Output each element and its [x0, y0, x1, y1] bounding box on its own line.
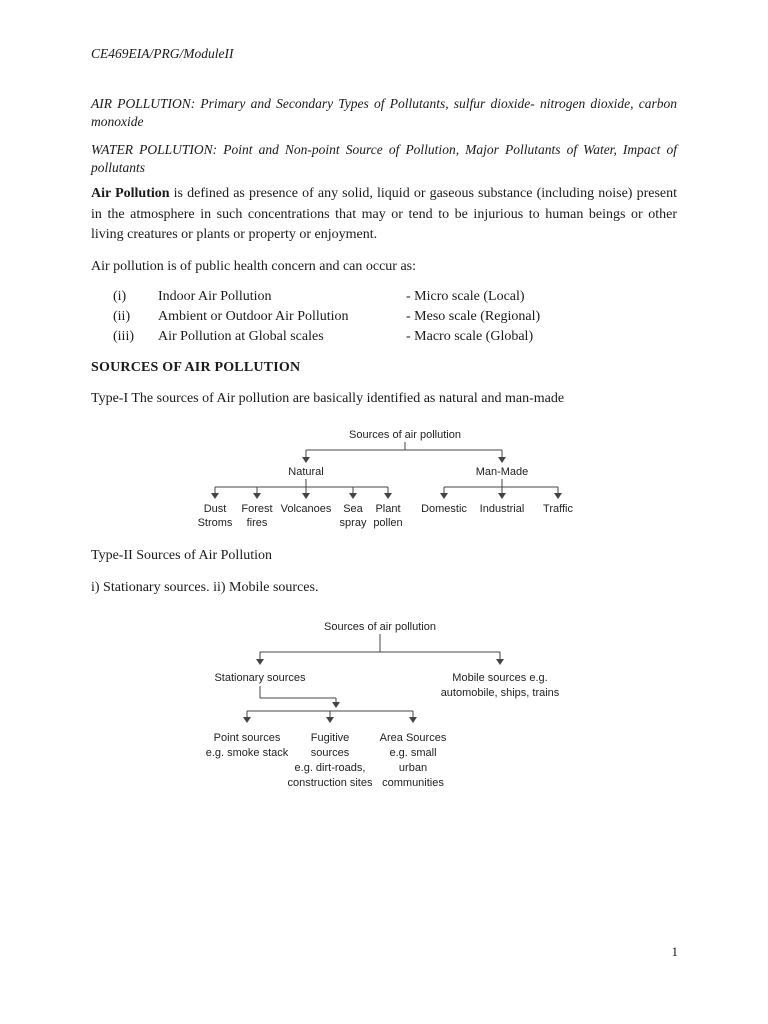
page-number: 1 [671, 944, 678, 959]
list-number: (ii) [113, 309, 131, 324]
list-item-text: Indoor Air Pollution [158, 289, 272, 304]
diagram1-node-sea-line2: spray [339, 517, 367, 529]
definition-term: Air Pollution [91, 186, 170, 201]
type2-heading: Type-II Sources of Air Pollution [91, 548, 272, 563]
air-pollution-definition [91, 184, 677, 246]
list-item [91, 329, 677, 349]
list-item [91, 309, 677, 329]
diagram1-node-forest-line2: fires [246, 517, 268, 529]
diagram2-node-area-line2: e.g. small [389, 747, 437, 759]
diagram2-node-area: Area Sources [379, 732, 447, 744]
diagram1-node-industrial: Industrial [479, 503, 525, 515]
diagram1-root: Sources of air pollution [349, 429, 461, 441]
diagram2-root: Sources of air pollution [324, 621, 436, 633]
diagram2-stationary: Stationary sources [214, 672, 306, 684]
list-item-text: Ambient or Outdoor Air Pollution [158, 309, 349, 324]
list-number: (iii) [113, 329, 134, 344]
diagram1-manmade: Man-Made [475, 466, 529, 478]
diagram1-node-forest: Forest [241, 503, 273, 515]
diagram1-natural: Natural [288, 466, 324, 478]
diagram1-node-dust: Dust [203, 503, 227, 515]
air-pollution-topic: AIR POLLUTION: Primary and Secondary Types of Pollutants, sulfur dioxide- nitrogen dioxide, carbon monoxide [91, 96, 677, 129]
document-header-code: CE469EIA/PRG/ModuleII [91, 46, 234, 61]
diagram2-node-fugitive-line2: sources [310, 747, 350, 759]
type1-description: Type-I The sources of Air pollution are basically identified as natural and man-made [91, 391, 565, 406]
diagram1-node-domestic: Domestic [421, 503, 467, 515]
diagram1-node-traffic: Traffic [543, 503, 573, 515]
diagram1-node-plant-line2: pollen [373, 517, 403, 529]
diagram2-node-fugitive: Fugitive [310, 732, 350, 744]
diagram1-node-dust-line2: Stroms [197, 517, 233, 529]
type1-sources-diagram [180, 420, 600, 535]
diagram1-node-volcanoes: Volcanoes [280, 503, 332, 515]
diagram2-node-point: Point sources [213, 732, 281, 744]
list-item-scale: - Micro scale (Local) [406, 289, 525, 304]
type2-sources-diagram [200, 614, 580, 799]
type2-description: i) Stationary sources. ii) Mobile sources. [91, 580, 319, 595]
diagram2-node-area-line4: communities [382, 777, 444, 789]
list-item-scale: - Macro scale (Global) [406, 329, 534, 344]
water-pollution-topic: WATER POLLUTION: Point and Non-point Source of Pollution, Major Pollutants of Water, Impact of pollutants [91, 142, 677, 175]
sources-heading: SOURCES OF AIR POLLUTION [91, 360, 301, 375]
diagram1-node-sea: Sea [343, 503, 363, 515]
diagram2-node-area-line3: urban [398, 762, 428, 774]
list-item [91, 289, 677, 309]
diagram2-mobile-line2: automobile, ships, trains [440, 687, 560, 699]
occurrence-intro: Air pollution is of public health concern and can occur as: [91, 259, 417, 274]
diagram2-node-fugitive-line3: e.g. dirt-roads, [294, 762, 366, 774]
definition-text: is defined as presence of any solid, liquid or gaseous substance (including noise) present in the atmosphere in such concentrations that may or tend to be injurious to human beings or other living creatures or plants or property or enjoyment. [91, 186, 677, 242]
diagram2-node-fugitive-line4: construction sites [287, 777, 373, 789]
diagram2-mobile: Mobile sources e.g. [452, 672, 548, 684]
diagram2-node-point-line2: e.g. smoke stack [205, 747, 289, 759]
list-item-scale: - Meso scale (Regional) [406, 309, 541, 324]
list-number: (i) [113, 289, 127, 304]
list-item-text: Air Pollution at Global scales [158, 329, 324, 344]
diagram1-node-plant: Plant [375, 503, 401, 515]
